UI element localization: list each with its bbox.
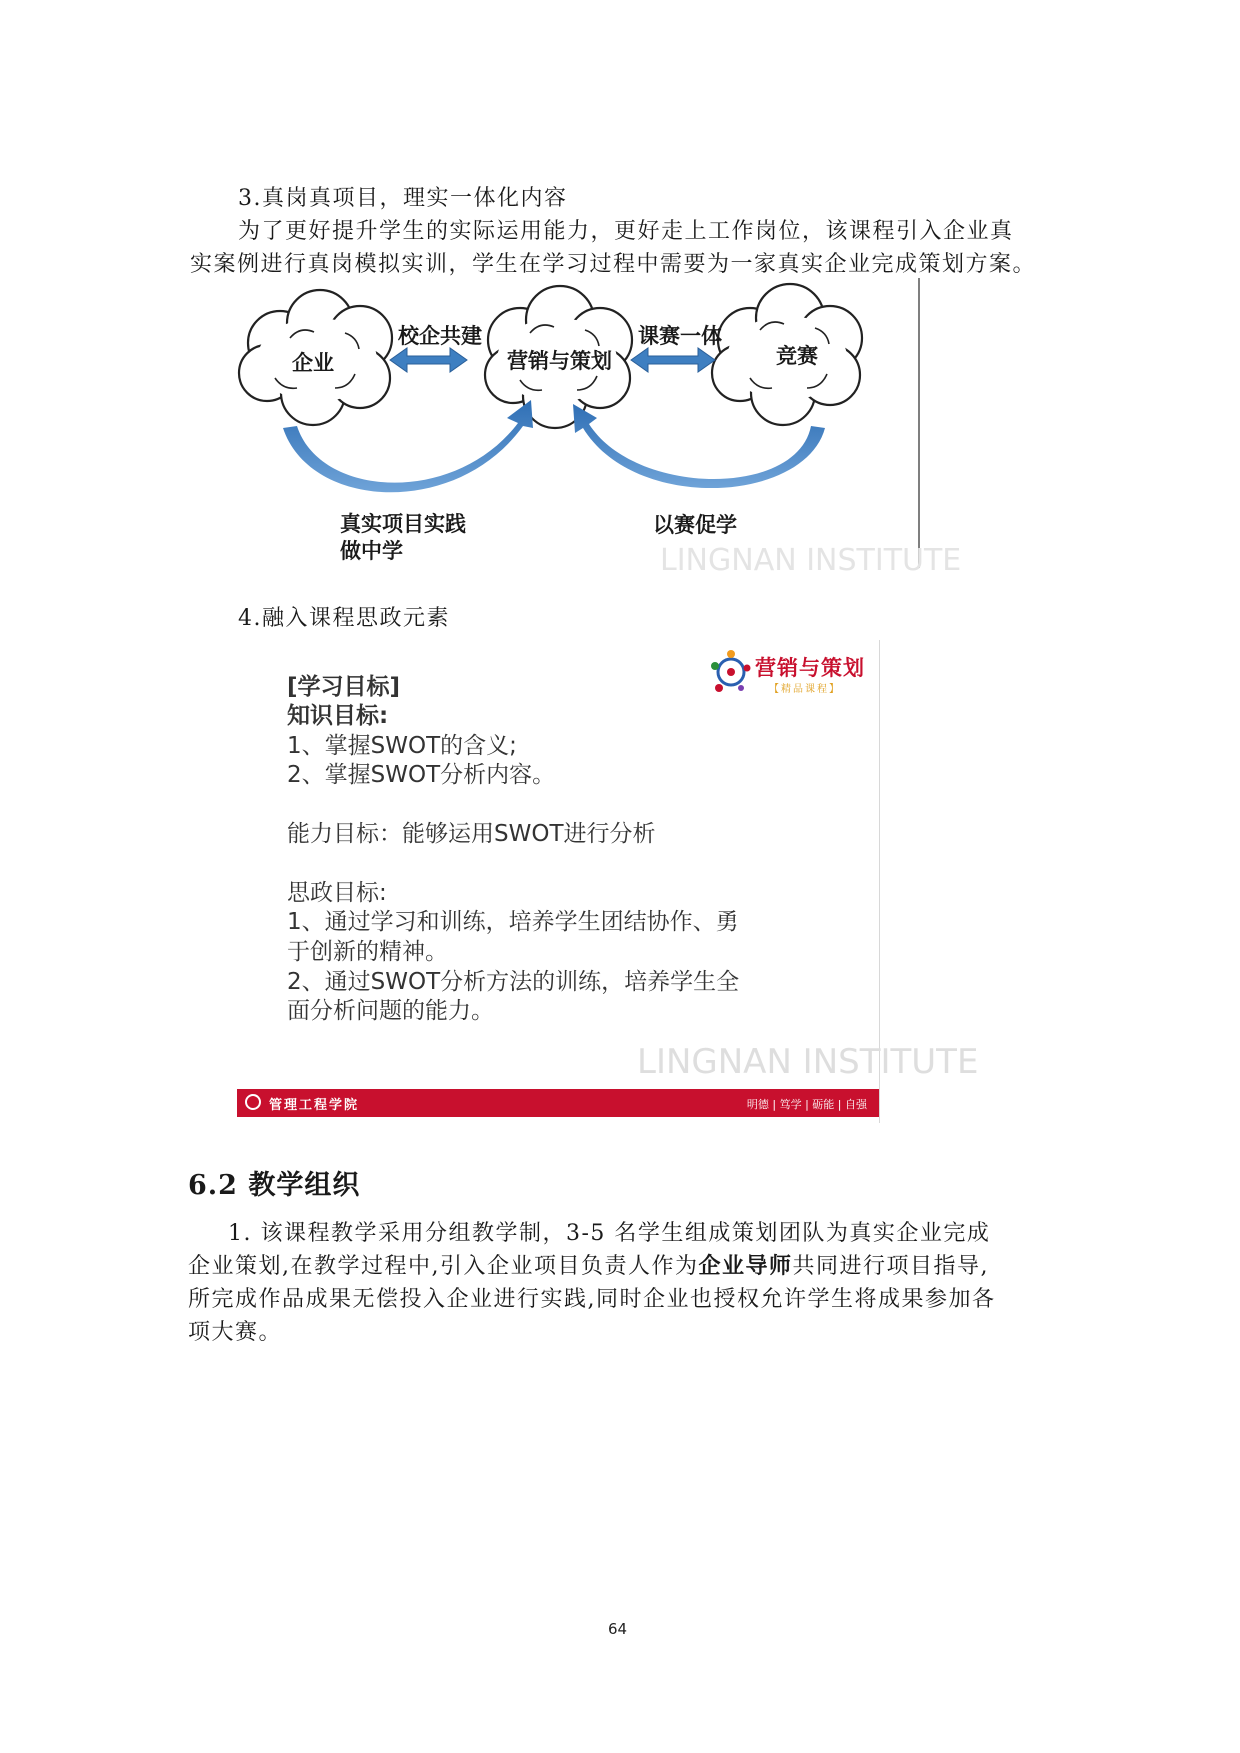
slide-watermark: LINGNAN INSTITUTE: [637, 1042, 979, 1082]
slide-line-8: 于创新的精神。: [287, 939, 448, 965]
section62-line4: 项大赛。: [188, 1320, 283, 1345]
slide-line-2: 知识目标:: [287, 703, 389, 729]
section3-para-line1: 为了更好提升学生的实际运用能力，更好走上工作岗位，该课程引入企业真: [238, 219, 1014, 244]
diagram-watermark: LINGNAN INSTITUTE: [660, 543, 962, 578]
node-enterprise-label: 企业: [292, 351, 334, 375]
school-emblem-icon: [245, 1094, 261, 1110]
section62-heading: 6.2 教学组织: [188, 1170, 361, 1201]
double-arrow-right-icon: [631, 348, 715, 372]
course-logo-subtitle: 【精品课程】: [769, 684, 841, 695]
double-arrow-left-icon: [390, 348, 467, 372]
slide-line-3: 1、掌握SWOT的含义;: [287, 733, 517, 759]
slide-line-1: [学习目标]: [287, 674, 401, 700]
section62-line2-bold: 企业导师: [698, 1254, 793, 1279]
section62-line2-pre: 企业策划,在教学过程中,引入企业项目负责人作为: [188, 1254, 699, 1279]
section62-line2: [188, 1250, 989, 1283]
section4-heading: 4.融入课程思政元素: [238, 606, 450, 631]
arrow-left-label: 校企共建: [398, 324, 482, 348]
section62-line2-post: 共同进行项目指导,: [792, 1254, 990, 1279]
section3-para-line2: 实案例进行真岗模拟实训，学生在学习过程中需要为一家真实企业完成策划方案。: [190, 252, 1037, 277]
slide-line-10: 面分析问题的能力。: [287, 998, 494, 1024]
slide-footer-bar: [237, 1089, 879, 1117]
section3-heading: 3.真岗真项目，理实一体化内容: [238, 186, 568, 211]
slide-line-7: 1、通过学习和训练，培养学生团结协作、勇: [287, 909, 739, 935]
course-logo-icon: [707, 648, 753, 696]
bottom-left-label-line1: 真实项目实践: [340, 512, 466, 536]
slide-line-4: 2、掌握SWOT分析内容。: [287, 762, 556, 788]
arrow-right-label: 课赛一体: [638, 324, 722, 348]
section62-line1: 1. 该课程教学采用分组教学制，3-5 名学生组成策划团队为真实企业完成: [228, 1221, 991, 1246]
slide-line-9: 2、通过SWOT分析方法的训练，培养学生全: [287, 969, 740, 995]
course-logo-title: 营销与策划: [755, 656, 865, 680]
node-competition-label: 竞赛: [776, 344, 818, 368]
page-number: 64: [608, 1620, 628, 1638]
slide-footer-motto: 明德 | 笃学 | 砺能 | 自强: [746, 1098, 867, 1111]
integration-diagram: [235, 278, 962, 578]
node-marketing-label: 营销与策划: [507, 349, 612, 373]
bottom-left-label-line2: 做中学: [340, 539, 403, 563]
slide-line-5: 能力目标：能够运用SWOT进行分析: [287, 821, 656, 847]
course-slide: [237, 640, 979, 1123]
slide-line-6: 思政目标:: [287, 880, 387, 906]
section62-line3: 所完成作品成果无偿投入企业进行实践,同时企业也授权允许学生将成果参加各: [188, 1287, 996, 1312]
slide-footer-school: 管理工程学院: [269, 1098, 360, 1113]
bottom-right-label: 以赛促学: [653, 513, 737, 537]
